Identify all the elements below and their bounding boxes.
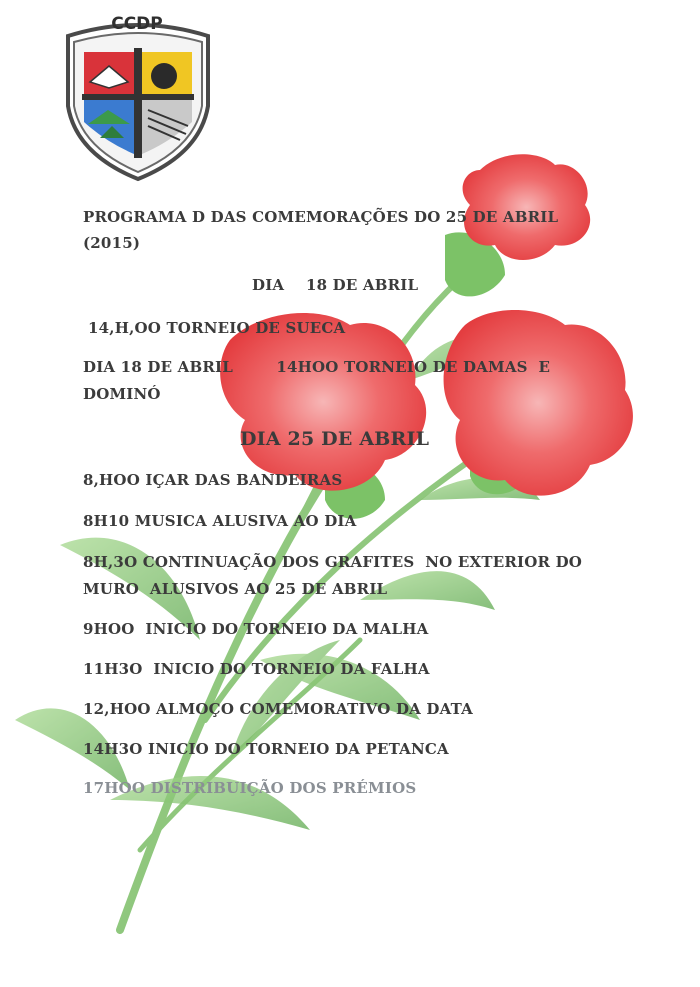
list-item: 8,HOO IÇAR DAS BANDEIRAS <box>83 471 343 489</box>
list-item: 14H3O INICIO DO TORNEIO DA PETANCA <box>83 740 449 758</box>
list-item: 12,HOO ALMOÇO COMEMORATIVO DA DATA <box>83 700 474 718</box>
heading-day-18: DIA 18 DE ABRIL <box>252 276 419 294</box>
list-item: 17HOO DISTRIBUIÇÃO DOS PRÉMIOS <box>83 779 417 797</box>
program-title-line1: PROGRAMA D DAS COMEMORAÇÕES DO 25 DE ABRIL <box>83 208 559 226</box>
program-title-line2: (2015) <box>83 234 141 252</box>
list-item: 8H,3O CONTINUAÇÃO DOS GRAFITES NO EXTERIOR DO <box>83 553 583 571</box>
list-item: 11H3O INICIO DO TORNEIO DA FALHA <box>83 660 430 678</box>
item-sueca: 14,H,OO TORNEIO DE SUECA <box>88 319 346 337</box>
logo-text: CCDP <box>111 14 163 34</box>
heading-day-25: DIA 25 DE ABRIL <box>240 428 430 450</box>
list-item: 9HOO INICIO DO TORNEIO DA MALHA <box>83 620 429 638</box>
list-item: MURO ALUSIVOS AO 25 DE ABRIL <box>83 580 388 598</box>
ccdp-crest-icon <box>60 14 216 182</box>
item-damas-line1: DIA 18 DE ABRIL 14HOO TORNEIO DE DAMAS E <box>83 358 551 376</box>
list-item: 8H10 MUSICA ALUSIVA AO DIA <box>83 512 357 530</box>
item-damas-line2: DOMINÓ <box>83 385 161 403</box>
